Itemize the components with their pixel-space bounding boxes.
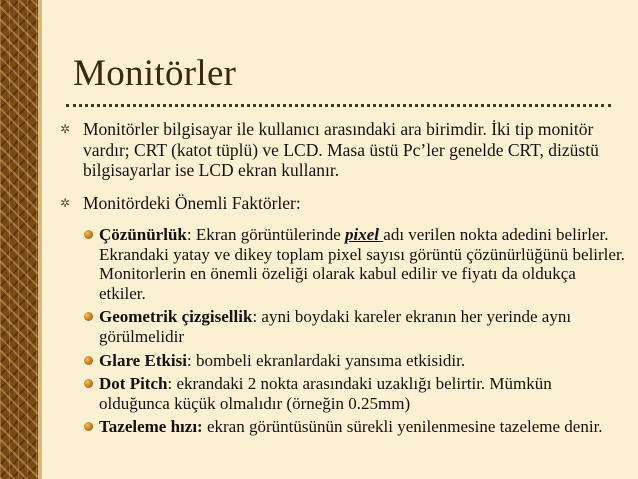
- orange-dot-bullet-icon: [84, 356, 93, 365]
- sub-bullet-resolution: [82, 225, 625, 303]
- sub-bullet-text: : ekrandaki 2 nokta arasındaki uzaklığı belirtir. Mümkün olduğunca küçük olmalıdır (örneğin 0.25mm): [99, 374, 552, 413]
- sub-bullet-text: : Ekran görüntülerinde: [186, 225, 346, 244]
- term-glare: Glare Etkisi: [99, 350, 187, 370]
- slide-content: [60, 119, 625, 441]
- bullet-text: Monitördeki Önemli Faktörler:: [83, 192, 301, 213]
- dotted-title-underline: [66, 104, 611, 107]
- term-refresh-rate: Tazeleme hızı:: [99, 417, 203, 437]
- sub-bullet-text: : ayni boydaki kareler ekranın her yerinde aynı görülmelidir: [99, 307, 572, 346]
- bullet-important-factors: [60, 193, 625, 214]
- sub-bullet-refresh-rate: [82, 417, 625, 437]
- slide-title: Monitörler: [73, 53, 237, 94]
- sub-bullet-text: : bombeli ekranlardaki yansıma etkisidir.: [187, 350, 466, 370]
- pinwheel-bullet-icon: ✲: [60, 122, 71, 136]
- bullet-text: Monitörler bilgisayar ile kullanıcı arasındaki ara birimdir. İki tip monitör vardır; CRT (katot tüplü) ve LCD. Masa üstü Pc’ler genelde CRT, dizüstü bilgisayarlar ise LCD ekran kullanır.: [83, 119, 599, 180]
- term-geometry: Geometrik çizgisellik: [99, 307, 253, 327]
- wood-texture-strip: [0, 0, 39, 479]
- bullet-monitor-types: [60, 119, 625, 181]
- orange-dot-bullet-icon: [84, 379, 93, 388]
- sub-bullet-geometry: [82, 307, 625, 346]
- sub-bullet-glare: [82, 351, 625, 371]
- pixel-link[interactable]: pixel: [345, 225, 384, 244]
- orange-dot-bullet-icon: [84, 230, 93, 239]
- term-resolution: Çözünürlük: [99, 225, 187, 244]
- pinwheel-bullet-icon: ✲: [60, 195, 71, 210]
- sub-bullet-dot-pitch: [82, 374, 625, 413]
- term-dot-pitch: Dot Pitch: [99, 374, 168, 394]
- sub-bullet-text: adı verilen nokta adedini belirler. Ekrandaki yatay ve dikey toplam pixel sayısı görüntü çözünürlüğünü belirler. Monitorlerin en önemli özeliği olarak kabul edilir ve fiyatı da oldukça etkiler.: [99, 225, 625, 303]
- orange-dot-bullet-icon: [84, 422, 93, 431]
- sub-bullet-text: ekran görüntüsünün sürekli yenilenmesine tazeleme denir.: [202, 417, 603, 437]
- orange-dot-bullet-icon: [84, 312, 93, 321]
